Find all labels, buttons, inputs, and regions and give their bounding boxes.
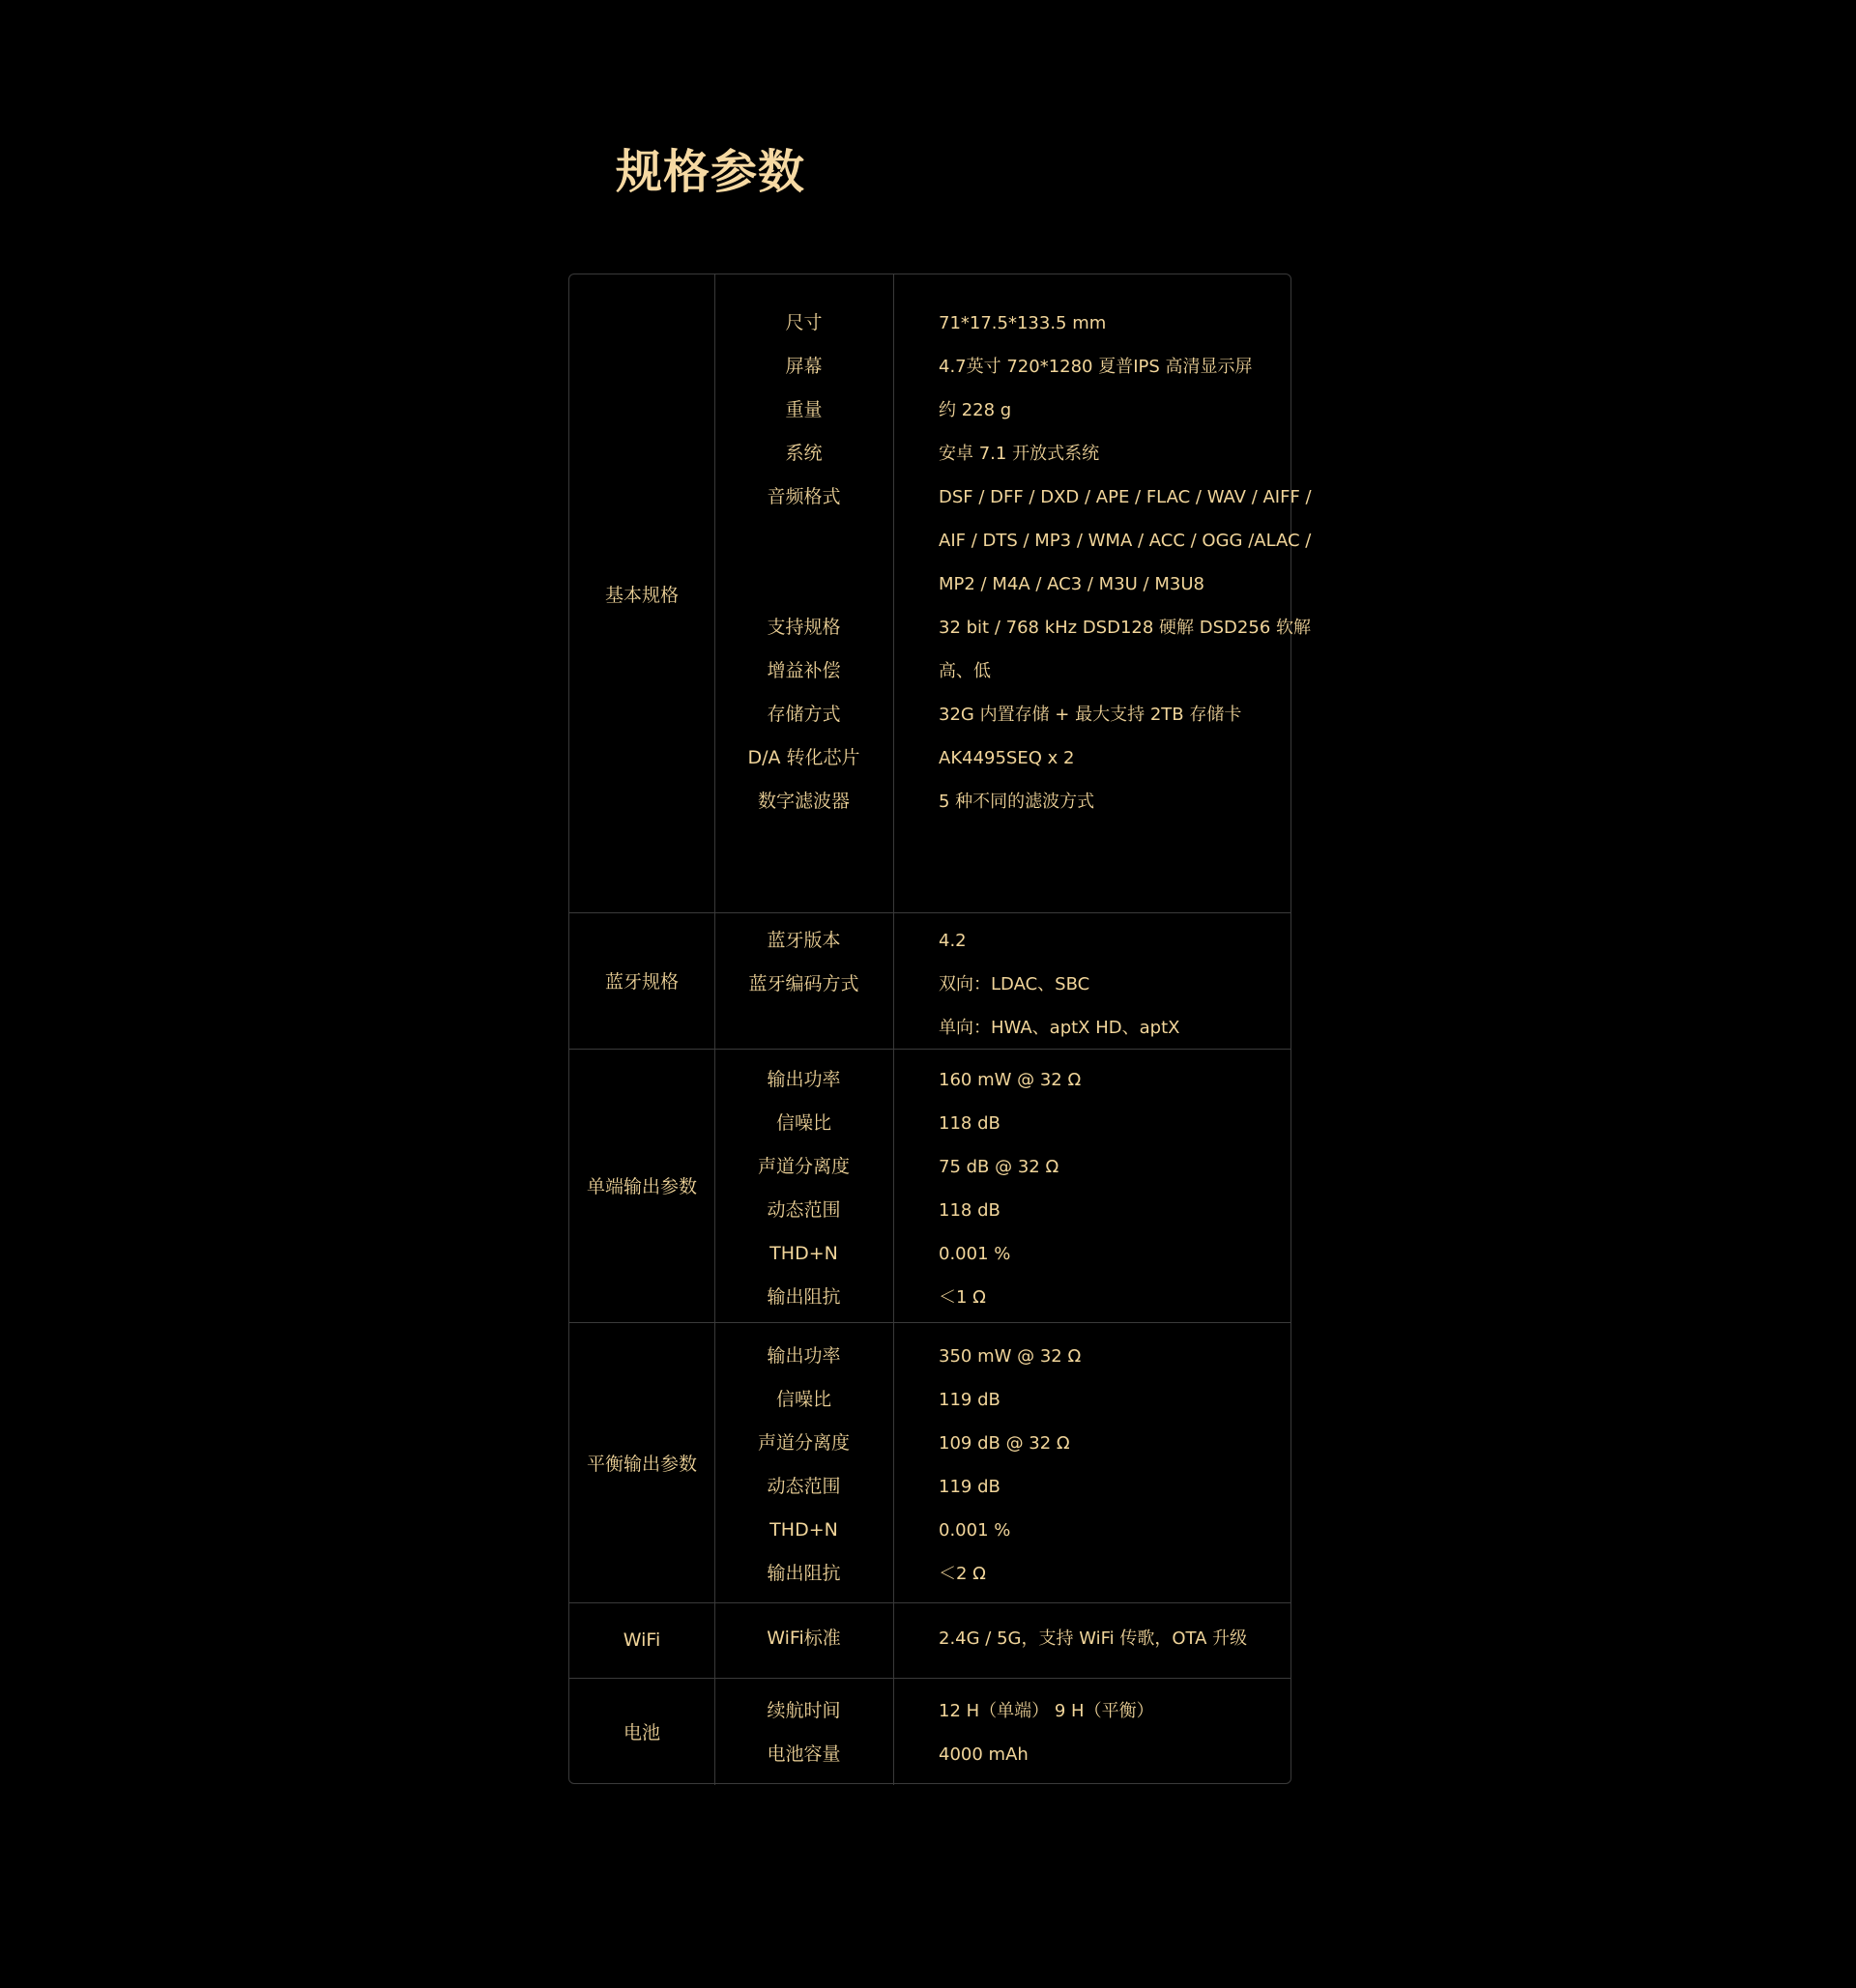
spec-key: 屏幕 (785, 356, 823, 377)
spec-key: 动态范围 (767, 1476, 841, 1497)
spec-value: 2.4G / 5G，支持 WiFi 传歌，OTA 升级 (939, 1628, 1248, 1649)
spec-value: 109 dB @ 32 Ω (939, 1433, 1070, 1454)
spec-row (714, 736, 1290, 780)
spec-value: 约 228 g (939, 400, 1012, 420)
spec-key: 蓝牙版本 (767, 930, 841, 951)
spec-value: 32 bit / 768 kHz DSD128 硬解 DSD256 软解 (939, 618, 1311, 638)
spec-key: 蓝牙编码方式 (748, 973, 859, 994)
spec-group (569, 1322, 1290, 1603)
spec-value: 71*17.5*133.5 mm (939, 313, 1107, 333)
spec-key: 存储方式 (767, 704, 841, 725)
spec-value: 安卓 7.1 开放式系统 (939, 444, 1100, 464)
spec-row (714, 1102, 1290, 1145)
spec-row (714, 1378, 1290, 1422)
spec-key: 音频格式 (767, 486, 841, 507)
group-label: 基本规格 (604, 584, 679, 606)
group-label: 蓝牙规格 (604, 971, 679, 993)
spec-key: THD+N (769, 1243, 838, 1264)
spec-row (714, 1422, 1290, 1465)
spec-row (714, 780, 1290, 823)
group-label: 平衡输出参数 (586, 1453, 697, 1475)
page-title: 规格参数 (616, 145, 806, 199)
spec-table (568, 274, 1312, 1784)
spec-value: 4.2 (939, 931, 967, 951)
spec-value: 32G 内置存储 + 最大支持 2TB 存储卡 (939, 705, 1242, 725)
spec-key: 声道分离度 (757, 1432, 850, 1454)
spec-value: DSF / DFF / DXD / APE / FLAC / WAV / AIFF / (939, 487, 1312, 507)
spec-key: 信噪比 (775, 1389, 831, 1410)
spec-value: 双向：LDAC、SBC (939, 974, 1090, 994)
spec-key: 续航时间 (767, 1700, 841, 1721)
spec-row (714, 1552, 1290, 1596)
spec-key: 动态范围 (767, 1199, 841, 1221)
spec-key: 输出功率 (767, 1069, 841, 1090)
spec-row (714, 1335, 1290, 1378)
spec-row (714, 1058, 1290, 1102)
group-label: 电池 (623, 1722, 660, 1743)
spec-value: 0.001 % (939, 1520, 1011, 1541)
spec-key: 输出功率 (767, 1345, 841, 1367)
spec-value: 5 种不同的滤波方式 (939, 792, 1095, 812)
spec-row (714, 519, 1312, 562)
spec-row (714, 302, 1290, 345)
spec-value: 0.001 % (939, 1244, 1011, 1264)
spec-value: 4000 mAh (939, 1744, 1029, 1765)
spec-row (714, 1145, 1290, 1189)
spec-group (569, 1678, 1290, 1785)
spec-row (714, 562, 1290, 606)
spec-row (714, 919, 1290, 963)
spec-key: 数字滤波器 (757, 791, 850, 812)
spec-value: 160 mW @ 32 Ω (939, 1070, 1082, 1090)
spec-value: 12 H（单端） 9 H（平衡） (939, 1701, 1154, 1721)
spec-key: 声道分离度 (757, 1156, 850, 1177)
spec-value: 75 dB @ 32 Ω (939, 1157, 1059, 1177)
spec-key (714, 1006, 893, 1050)
spec-group (569, 274, 1312, 913)
spec-group (569, 1602, 1290, 1679)
spec-row (714, 1006, 1290, 1050)
spec-key: D/A 转化芯片 (747, 747, 860, 768)
spec-row (714, 1465, 1290, 1509)
spec-row (714, 963, 1290, 1006)
spec-group (569, 1049, 1290, 1323)
spec-key: 重量 (785, 399, 823, 420)
spec-value: MP2 / M4A / AC3 / M3U / M3U8 (939, 574, 1204, 594)
spec-value: 高、低 (939, 661, 991, 681)
spec-value: 118 dB (939, 1200, 1000, 1221)
spec-row (714, 475, 1312, 519)
group-label: WiFi (623, 1629, 661, 1651)
spec-key: 支持规格 (767, 617, 841, 638)
spec-value: 118 dB (939, 1113, 1000, 1134)
spec-value: ＜2 Ω (939, 1564, 986, 1584)
spec-key: 系统 (785, 443, 823, 464)
spec-key: WiFi标准 (767, 1628, 841, 1649)
spec-row (714, 1689, 1290, 1733)
spec-key: 输出阻抗 (767, 1286, 841, 1308)
spec-row (714, 345, 1290, 389)
spec-key (714, 562, 893, 606)
spec-value: 119 dB (939, 1477, 1000, 1497)
spec-key: 电池容量 (767, 1743, 841, 1765)
spec-key (714, 519, 893, 562)
spec-key: 输出阻抗 (767, 1563, 841, 1584)
spec-value: 单向：HWA、aptX HD、aptX (939, 1018, 1180, 1038)
spec-value: 350 mW @ 32 Ω (939, 1346, 1082, 1367)
group-label: 单端输出参数 (586, 1176, 697, 1197)
spec-group (569, 912, 1290, 1050)
spec-key: 增益补偿 (767, 660, 841, 681)
spec-row (714, 1617, 1290, 1660)
spec-row (714, 693, 1290, 736)
spec-value: 4.7英寸 720*1280 夏普IPS 高清显示屏 (939, 357, 1253, 377)
spec-key: 尺寸 (785, 312, 823, 333)
spec-row (714, 1232, 1290, 1276)
spec-row (714, 1276, 1290, 1319)
spec-value: AIF / DTS / MP3 / WMA / ACC / OGG /ALAC / (939, 531, 1312, 551)
spec-row (714, 649, 1290, 693)
spec-value: ＜1 Ω (939, 1287, 986, 1308)
spec-key: THD+N (769, 1519, 838, 1541)
spec-row (714, 389, 1290, 432)
spec-row (714, 1733, 1290, 1776)
spec-row (714, 606, 1311, 649)
spec-row (714, 1509, 1290, 1552)
spec-value: 119 dB (939, 1390, 1000, 1410)
spec-value: AK4495SEQ x 2 (939, 748, 1075, 768)
spec-key: 信噪比 (775, 1112, 831, 1134)
spec-row (714, 1189, 1290, 1232)
spec-row (714, 432, 1290, 475)
